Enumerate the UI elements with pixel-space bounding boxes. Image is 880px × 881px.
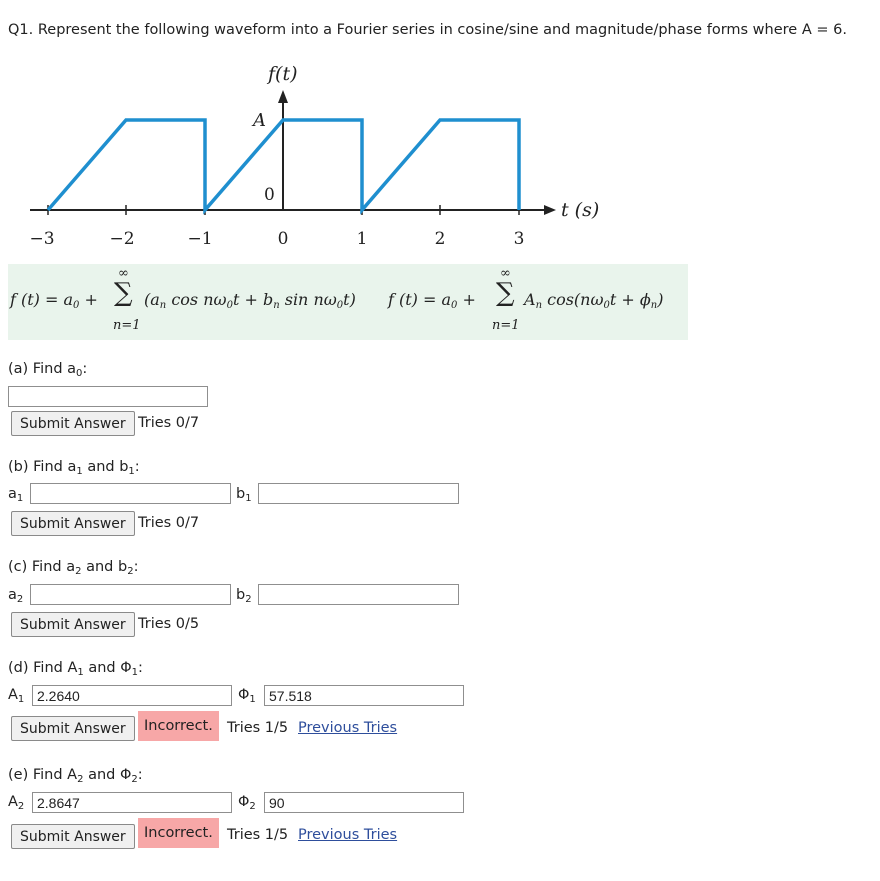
tick-label: 3 (513, 229, 525, 249)
A2-input[interactable] (32, 792, 232, 813)
origin-label: 0 (264, 185, 275, 205)
part-a-label: (a) Find $a_0$: (8, 361, 88, 379)
A1-input[interactable] (32, 685, 232, 706)
tick-label: −2 (109, 229, 135, 249)
sum-lower-1: n=1 (113, 318, 141, 333)
tick-label: 2 (434, 229, 446, 249)
tick-label: −1 (187, 229, 213, 249)
b2-input[interactable] (258, 584, 459, 605)
formula-magnitude-phase: f $(t) = a_0$ + (388, 290, 476, 311)
b1-label: $b_1$ (236, 486, 252, 504)
phi1-input[interactable] (264, 685, 464, 706)
b1-input[interactable] (258, 483, 459, 504)
formula-box (8, 264, 688, 340)
tries-e: Tries 1/5 (227, 827, 289, 843)
submit-answer-a-button[interactable]: Submit Answer (11, 411, 135, 436)
formula-magnitude-phase-terms: $A_n$ $\cos(n\omega_0t + \phi_n)$ (524, 290, 664, 311)
a1-label: $a_1$ (8, 486, 24, 504)
tries-c: Tries 0/5 (138, 616, 200, 632)
sum-upper-1: ∞ (118, 266, 129, 281)
phi1-label: $\Phi_1$ (238, 687, 256, 705)
tries-a: Tries 0/7 (138, 415, 200, 431)
incorrect-badge-e: Incorrect. (138, 818, 219, 848)
x-axis-label: t (s) (561, 199, 600, 221)
sum-lower-2: n=1 (492, 318, 520, 333)
phi2-label: $\Phi_2$ (238, 794, 256, 812)
question-text: Q1. Represent the following waveform into a Fourier series in cosine/sine and magnitude/phase forms where A = 6. (8, 22, 847, 38)
y-axis-label: f(t) (268, 63, 298, 85)
tick-label: 1 (356, 229, 368, 249)
waveform-graph (28, 58, 628, 258)
submit-answer-b-button[interactable]: Submit Answer (11, 511, 135, 536)
A1-label: $A_1$ (8, 687, 25, 705)
tick-label: −3 (29, 229, 55, 249)
part-b-label: (b) Find $a_1$ and $b_1$: (8, 459, 140, 477)
y-axis-arrow (278, 90, 288, 103)
formula-cosine-sine: f $(t) = a_0$ + (10, 290, 98, 311)
A2-label: $A_2$ (8, 794, 25, 812)
tries-d: Tries 1/5 (227, 720, 289, 736)
previous-tries-d-link[interactable]: Previous Tries (298, 720, 398, 736)
part-e-label: (e) Find $A_2$ and $\Phi_2$: (8, 767, 143, 785)
sum-symbol-1: ∑ (114, 278, 133, 308)
x-tick-labels (29, 229, 524, 249)
a2-input[interactable] (30, 584, 231, 605)
x-axis-arrow (544, 205, 556, 215)
part-d-label: (d) Find $A_1$ and $\Phi_1$: (8, 660, 143, 678)
a2-label: $a_2$ (8, 587, 24, 605)
a1-input[interactable] (30, 483, 231, 504)
submit-answer-e-button[interactable]: Submit Answer (11, 824, 135, 849)
tries-b: Tries 0/7 (138, 515, 200, 531)
previous-tries-e-link[interactable]: Previous Tries (298, 827, 398, 843)
submit-answer-c-button[interactable]: Submit Answer (11, 612, 135, 637)
submit-answer-d-button[interactable]: Submit Answer (11, 716, 135, 741)
sum-symbol-2: ∑ (496, 278, 515, 308)
part-c-label: (c) Find $a_2$ and $b_2$: (8, 559, 139, 577)
incorrect-badge-d: Incorrect. (138, 711, 219, 741)
formula-cosine-sine-terms: ($a_n$ $\cos n\omega_0t + b_n$ $\sin n\omega_0t$) (144, 290, 356, 311)
sum-upper-2: ∞ (500, 266, 511, 281)
amplitude-label: A (253, 110, 266, 131)
phi2-input[interactable] (264, 792, 464, 813)
a0-input[interactable] (8, 386, 208, 407)
b2-label: $b_2$ (236, 587, 252, 605)
tick-label: 0 (277, 229, 289, 249)
